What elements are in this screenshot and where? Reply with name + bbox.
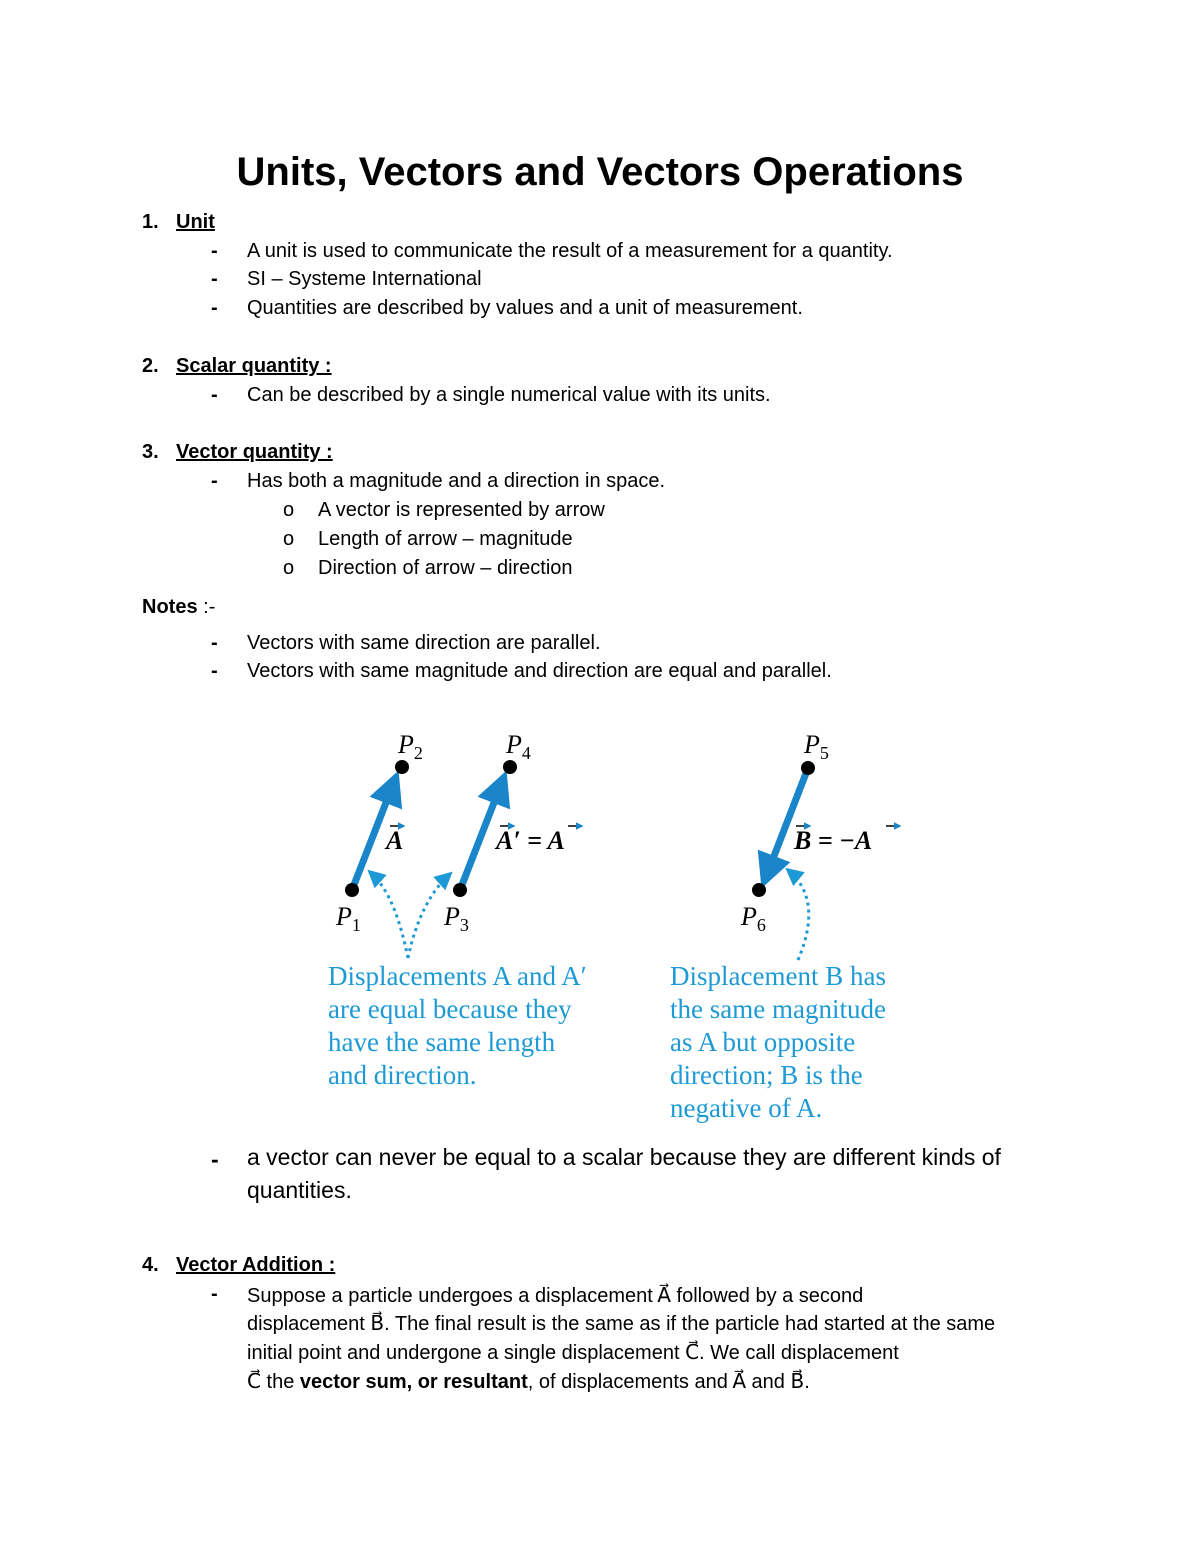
point-label-p2 <box>398 730 423 764</box>
bullet-dash: - <box>211 632 218 654</box>
list-item: a vector can never be equal to a scalar because they are different kinds of <box>247 1144 1001 1170</box>
paragraph-line: initial point and undergone a single displacement C⃗. We call displacement <box>247 1342 899 1364</box>
section-number: 1. <box>142 211 159 233</box>
point-label-p5 <box>804 730 829 764</box>
dotted-pointer-arrow <box>788 870 809 960</box>
caption-line: are equal because they <box>328 994 572 1024</box>
section-heading-scalar: Scalar quantity : <box>176 355 332 377</box>
bullet-dash: - <box>211 240 218 262</box>
caption-left <box>328 960 587 1092</box>
notes-label-text: Notes <box>142 596 198 618</box>
sub-bullet-marker: o <box>283 499 295 521</box>
point-label-p1 <box>336 902 361 936</box>
vector-b-arrow <box>764 768 808 882</box>
bullet-dash: - <box>211 470 218 492</box>
point-subscript: 1 <box>351 915 361 936</box>
list-item-continuation: quantities. <box>247 1177 352 1203</box>
point-label-p3 <box>444 902 469 936</box>
point-letter: P <box>804 730 820 759</box>
point-p6-dot <box>752 883 766 897</box>
point-subscript: 4 <box>521 743 531 764</box>
text: and <box>746 1371 791 1393</box>
text: , of displacements and <box>527 1371 733 1393</box>
caption-line: Displacement B has <box>670 961 886 991</box>
section-number: 4. <box>142 1254 159 1276</box>
list-item: Can be described by a single numerical value with its units. <box>247 384 771 406</box>
notes-label-suffix: :- <box>197 596 216 618</box>
vector-c: C⃗ <box>247 1371 261 1393</box>
point-label-p4 <box>506 730 531 764</box>
point-subscript: 6 <box>756 915 766 936</box>
list-item: Vectors with same magnitude and direction are equal and parallel. <box>247 660 832 682</box>
caption-line: have the same length <box>328 1027 556 1057</box>
paragraph-line: displacement B⃗. The final result is the same as if the particle had started at the same <box>247 1313 996 1335</box>
point-letter: P <box>336 902 352 931</box>
vector-label-a-prime: A′ = A <box>496 826 565 855</box>
bullet-dash: - <box>211 384 218 406</box>
bullet-dash: - <box>211 660 218 682</box>
point-label-p6 <box>741 902 766 936</box>
bullet-dash: - <box>211 1146 219 1172</box>
sub-bullet-marker: o <box>283 557 295 579</box>
section-heading-addition: Vector Addition : <box>176 1254 336 1276</box>
bullet-dash: - <box>211 297 218 319</box>
bullet-dash: - <box>211 268 218 290</box>
sub-list-item: Length of arrow – magnitude <box>318 528 573 550</box>
text: the <box>260 1371 300 1393</box>
list-item: Vectors with same direction are parallel. <box>247 632 601 654</box>
point-letter: P <box>506 730 522 759</box>
vector-label-a: A <box>386 826 404 855</box>
caption-line: as A but opposite <box>670 1027 856 1057</box>
list-item: A unit is used to communicate the result of a measurement for a quantity. <box>247 240 893 262</box>
caption-line: and direction. <box>328 1060 477 1090</box>
list-item: Has both a magnitude and a direction in space. <box>247 470 666 492</box>
caption-line: Displacements A and A′ <box>328 961 587 991</box>
text: . <box>804 1371 810 1393</box>
vector-label-b: B = −A <box>794 826 873 855</box>
bullet-dash: - <box>211 1283 218 1305</box>
point-subscript: 5 <box>819 743 829 764</box>
sub-list-item: Direction of arrow – direction <box>318 557 573 579</box>
bold-term: vector sum, or resultant <box>299 1371 528 1393</box>
sub-list-item: A vector is represented by arrow <box>318 499 605 521</box>
paragraph-line <box>247 1369 810 1394</box>
point-letter: P <box>398 730 414 759</box>
section-number: 3. <box>142 441 159 463</box>
vector-a: A⃗ <box>732 1371 746 1393</box>
point-subscript: 3 <box>459 915 469 936</box>
page-title: Units, Vectors and Vectors Operations <box>236 150 964 194</box>
section-heading-unit: Unit <box>176 211 215 233</box>
section-number: 2. <box>142 355 159 377</box>
point-letter: P <box>741 902 757 931</box>
caption-line: the same magnitude <box>670 994 886 1024</box>
dotted-pointer-arrow <box>370 872 408 958</box>
caption-line: direction; B is the <box>670 1060 863 1090</box>
section-heading-vector: Vector quantity : <box>176 441 333 463</box>
caption-right <box>670 960 886 1125</box>
point-subscript: 2 <box>413 743 423 764</box>
point-p1-dot <box>345 883 359 897</box>
point-letter: P <box>444 902 460 931</box>
vector-b: B⃗ <box>790 1371 805 1393</box>
list-item: SI – Systeme International <box>247 268 482 290</box>
paragraph-line: Suppose a particle undergoes a displacement A⃗ followed by a second <box>247 1285 864 1307</box>
sub-bullet-marker: o <box>283 528 295 550</box>
point-p3-dot <box>453 883 467 897</box>
caption-line: negative of A. <box>670 1093 823 1123</box>
list-item: Quantities are described by values and a unit of measurement. <box>247 297 803 319</box>
